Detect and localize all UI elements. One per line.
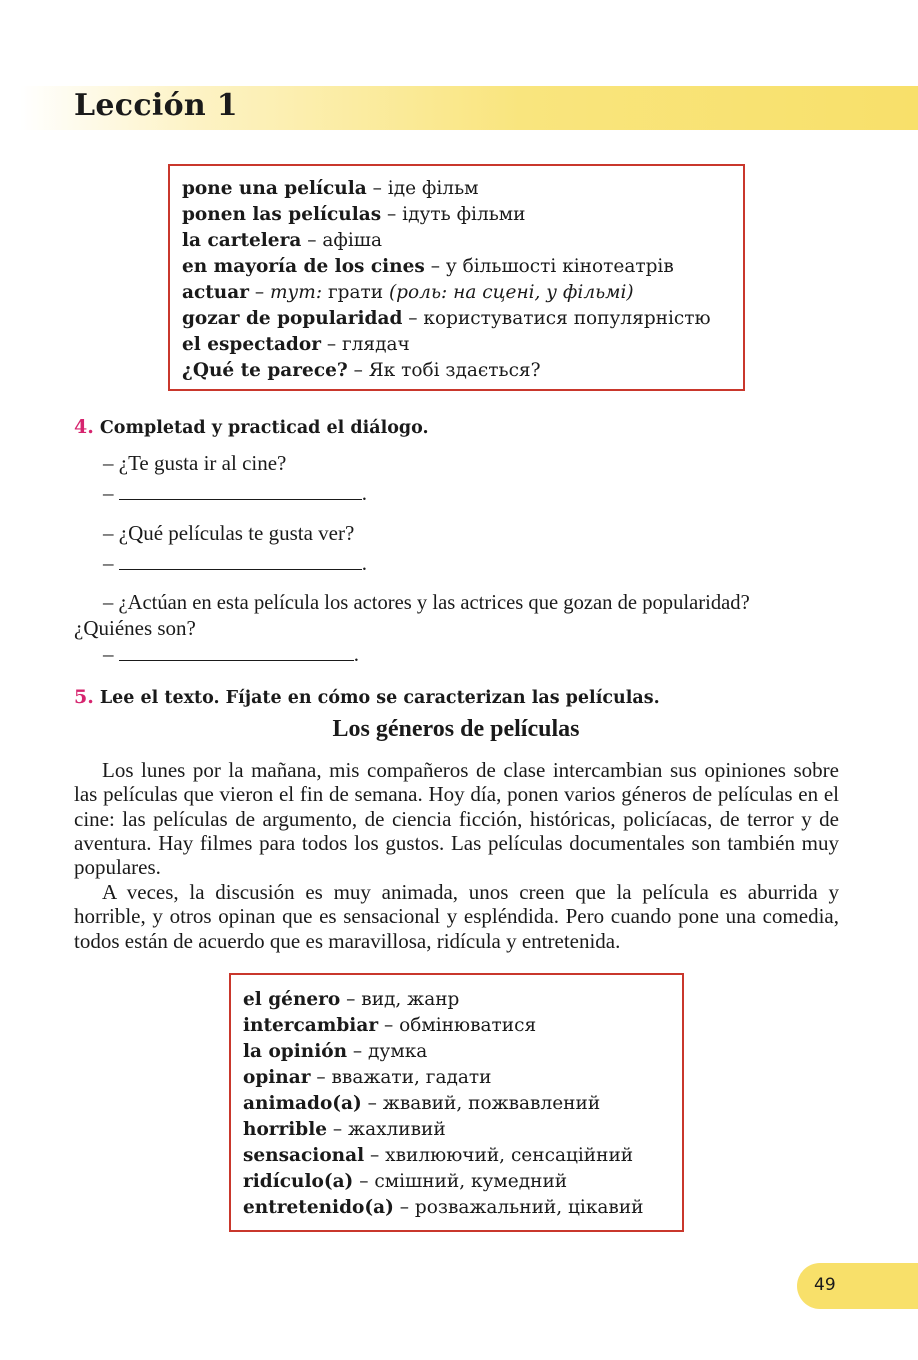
vocab-entry: sensacional – хвилюючий, сенсаційний	[243, 1145, 634, 1166]
dialogue-line: – ¿Te gusta ir al cine?	[103, 451, 287, 475]
dialogue-answer-line: – .	[103, 642, 359, 666]
dialogue-answer-line: – .	[103, 481, 367, 505]
dialogue-line: ¿Quiénes son?	[74, 616, 196, 640]
answer-blank	[119, 553, 362, 570]
vocab-entry: la opinión – думка	[243, 1041, 428, 1062]
vocabulary-box-1	[168, 164, 745, 391]
vocab-entry: horrible – жахливий	[243, 1119, 446, 1140]
dialogue-line: – ¿Actúan en esta película los actores y las actrices que gozan de popularidad?	[103, 592, 750, 614]
vocab-entry: pone una película – іде фільм	[182, 178, 479, 199]
vocab-entry: opinar – вважати, гадати	[243, 1067, 492, 1088]
exercise-number: 5.	[74, 686, 94, 708]
dialogue-line: – ¿Qué películas te gusta ver?	[103, 521, 355, 545]
vocab-entry: entretenido(a) – розважальний, цікавий	[243, 1197, 644, 1218]
dialogue-answer-line: – .	[103, 551, 367, 575]
vocab-entry: ridículo(a) – смішний, кумедний	[243, 1171, 568, 1192]
vocab-entry: ponen las películas – ідуть фільми	[182, 204, 526, 225]
vocab-entry: actuar – тут: грати (роль: на сцені, у фільмі)	[182, 282, 634, 303]
exercise-5-instruction: 5. Lee el texto. Fíjate en cómo se caracterizan las películas.	[74, 686, 660, 708]
vocab-entry: ¿Qué te parece? – Як тобі здається?	[182, 360, 541, 381]
vocab-entry: gozar de popularidad – користуватися популярністю	[182, 308, 711, 329]
vocabulary-box-2	[229, 973, 684, 1232]
text-paragraph: Los lunes por la mañana, mis compañeros de clase intercambian sus opiniones sobre las películas que vieron el fin de semana. Hoy día, ponen varios géneros de películas en el cine: las películas de argumento, de ciencia ficción, históricas, policíacas, de terror y de aventura. Hay filmes para todos los gustos. Las películas documentales son también muy populares.	[74, 758, 839, 880]
lesson-title: Lección 1	[74, 88, 238, 123]
answer-blank	[119, 483, 362, 500]
text-paragraph: A veces, la discusión es muy animada, unos creen que la película es aburrida y horrible, y otros opinan que es sensacional y espléndida. Pero cuando pone una comedia, todos están de acuerdo que es maravillosa, ridícula y entretenida.	[74, 880, 839, 953]
vocab-entry: intercambiar – обмінюватися	[243, 1015, 537, 1036]
vocab-entry: el género – вид, жанр	[243, 989, 460, 1010]
exercise-4-instruction: 4. Completad y practicad el diálogo.	[74, 416, 429, 438]
answer-blank	[119, 644, 354, 661]
text-title: Los géneros de películas	[332, 716, 580, 742]
page-number: 49	[814, 1275, 836, 1295]
vocab-entry: animado(a) – жвавий, пожвавлений	[243, 1093, 601, 1114]
exercise-number: 4.	[74, 416, 94, 438]
vocab-entry: en mayoría de los cines – у більшості кінотеатрів	[182, 256, 674, 277]
vocab-entry: la cartelera – афіша	[182, 230, 382, 251]
vocab-entry: el espectador – глядач	[182, 334, 410, 355]
